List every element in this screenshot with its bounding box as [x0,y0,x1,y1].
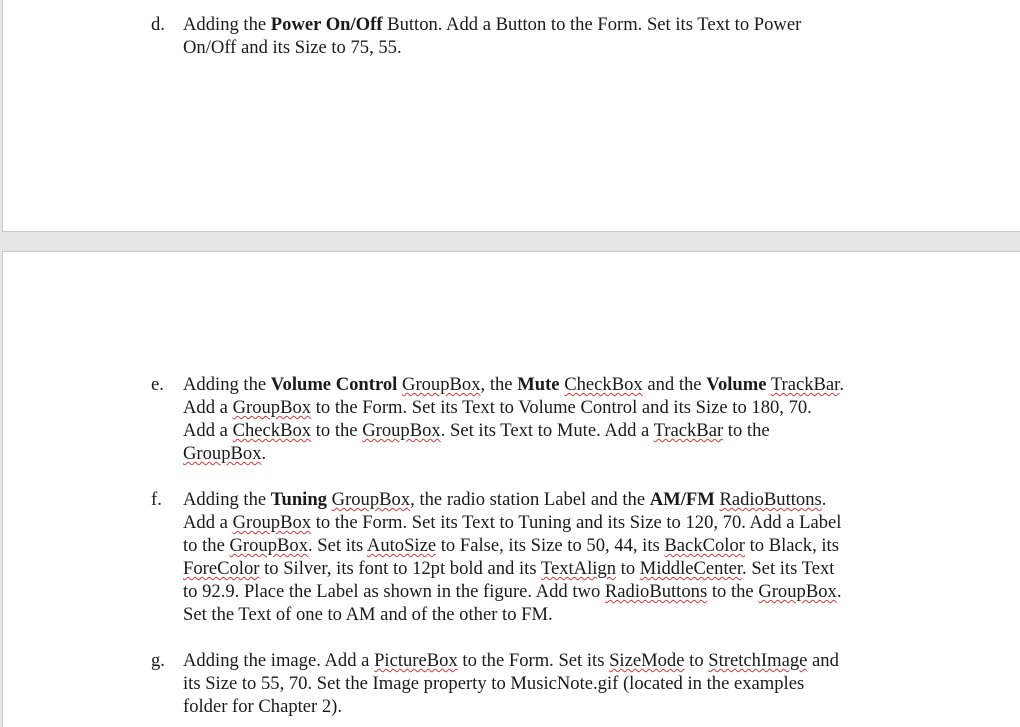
text-line [183,373,921,396]
text-run: to the [707,581,759,602]
text-run: . [836,581,842,602]
text-run: to 92.9. Place the Label as shown in the figure. Add two [183,581,605,602]
spellcheck-word[interactable]: GroupBox [232,397,312,418]
text-line [183,557,921,580]
list-item-text[interactable] [183,373,921,465]
text-run: . [821,489,827,510]
text-line [183,13,921,36]
text-line [183,396,921,419]
bold-term: AM/FM [649,489,715,510]
text-line [183,419,921,442]
text-run: and the [642,374,707,395]
spellcheck-word[interactable]: GroupBox [229,535,308,556]
text-run: to the [311,420,363,441]
text-line [183,511,921,534]
spellcheck-word[interactable]: CheckBox [564,374,643,395]
text-line [183,580,921,603]
text-line [183,534,921,557]
spellcheck-word[interactable]: AutoSize [366,535,437,556]
text-run: Adding the image. Add a [183,650,375,671]
text-run: to [684,650,709,671]
spellcheck-word[interactable]: RadioButtons [719,489,822,510]
text-line [183,442,921,465]
spellcheck-word[interactable]: RadioButtons [604,581,708,602]
bold-term: Volume Control [270,374,398,395]
text-run: , the [480,374,518,395]
text-run: to the [723,420,770,441]
list-item-text[interactable] [183,488,921,626]
list-item-text[interactable] [183,13,921,59]
text-run: Adding the [183,489,271,510]
text-run: to [616,558,640,579]
spellcheck-word[interactable]: MiddleCenter [639,558,743,579]
document-page-bottom [2,251,1020,727]
text-run: Add a [183,512,233,533]
text-run: to the [183,535,230,556]
spellcheck-word[interactable]: TextAlign [540,558,617,579]
spellcheck-word[interactable]: TrackBar [653,420,724,441]
spellcheck-word[interactable]: PictureBox [374,650,458,671]
text-line: its Size to 55, 70. Set the Image property to MusicNote.gif (located in the examples [183,673,805,694]
text-run: to Silver, its font to 12pt bold and its [259,558,541,579]
text-run: and [807,650,839,671]
list-item-text[interactable] [183,649,921,718]
text-run: . Set its Text to Mute. Add a [440,420,654,441]
spellcheck-word[interactable]: StretchImage [708,650,808,671]
bold-term: Mute [517,374,560,395]
list-marker: g. [151,650,165,671]
list-marker: e. [151,374,164,395]
text-line: On/Off and its Size to 75, 55. [183,37,402,58]
spellcheck-word[interactable]: GroupBox [331,489,411,510]
text-line [183,488,921,511]
text-run: Adding the [183,14,271,35]
bold-term: Power On/Off [270,14,383,35]
text-run: Adding the [183,374,271,395]
text-run: . Set its Text [742,558,835,579]
spellcheck-word[interactable]: GroupBox [362,420,441,441]
text-line: folder for Chapter 2). [183,696,343,717]
spellcheck-word[interactable]: CheckBox [232,420,312,441]
text-run: to the Form. Set its Text to Volume Control and its Size to 180, 70. [311,397,812,418]
text-run: . [261,443,267,464]
text-run: . [839,374,844,395]
text-line: Set the Text of one to AM and of the other to FM. [183,604,553,625]
text-run: Add a [183,397,233,418]
text-run: to False, its Size to 50, 44, its [436,535,665,556]
spellcheck-word[interactable]: TrackBar [770,374,840,395]
spellcheck-word[interactable]: GroupBox [232,512,312,533]
text-run: , the radio station Label and the [410,489,650,510]
document-page-top [2,0,1020,232]
text-run: Button. Add a Button to the Form. Set its Text to Power [382,14,802,35]
text-run: Add a [183,420,233,441]
list-marker: d. [151,14,165,35]
list-marker: f. [151,489,162,510]
bold-term: Tuning [270,489,327,510]
text-run: to the Form. Set its [457,650,610,671]
text-line [183,649,921,672]
text-run: . Set its [308,535,367,556]
spellcheck-word[interactable]: BackColor [664,535,745,556]
spellcheck-word[interactable]: SizeMode [609,650,685,671]
spellcheck-word[interactable]: GroupBox [402,374,481,395]
spellcheck-word[interactable]: GroupBox [183,443,262,464]
bold-term: Volume [706,374,767,395]
spellcheck-word[interactable]: ForeColor [183,558,260,579]
spellcheck-word[interactable]: GroupBox [758,581,837,602]
text-run: to Black, its [744,535,839,556]
text-run: to the Form. Set its Text to Tuning and its Size to 120, 70. Add a Label [311,512,842,533]
